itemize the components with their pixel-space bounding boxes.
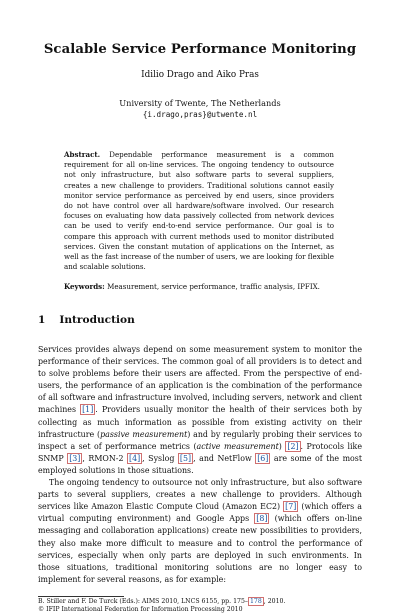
footer-text: B. Stiller and F. De Turck (Eds.): AIMS 2010, LNCS 6155, pp. 175– <box>38 598 248 605</box>
citation-link[interactable]: [4] <box>128 453 141 463</box>
text-run: are some of the most employed solutions in those situations. <box>38 453 363 475</box>
abstract <box>64 150 334 272</box>
text-run: ) and by regularly probing their services to inspect a set of performance metrics ( <box>38 429 362 451</box>
citation-link[interactable]: [2] <box>287 441 299 451</box>
text-run: . Protocols like SNMP <box>38 441 362 463</box>
keywords-text: Measurement, service performance, traffic analysis, IPFIX. <box>107 282 320 291</box>
author-email: {i.drago,pras}@utwente.nl <box>142 110 258 119</box>
affiliation: University of Twente, The Netherlands <box>119 98 281 108</box>
citation-footer <box>38 598 368 606</box>
emphasis: passive measurement <box>100 429 188 439</box>
citation-link[interactable]: [3] <box>69 453 81 463</box>
text-run: , and NetFlow <box>193 453 256 463</box>
abstract-label: Abstract. <box>64 150 101 159</box>
text-run: (which offers a virtual computing environment) and Google Apps <box>38 502 362 524</box>
text-run: , Syslog <box>142 453 178 463</box>
paragraph-1 <box>38 344 362 477</box>
section-body <box>38 344 362 586</box>
text-run: , RMON-2 <box>82 453 127 463</box>
text-run: ) <box>278 441 286 451</box>
footer-text: , 2010. <box>263 598 286 605</box>
paper-authors: Idilio Drago and Aiko Pras <box>141 70 259 80</box>
citation-link[interactable]: [7] <box>285 502 297 512</box>
text-run: The ongoing tendency to outsource not only infrastructure, but also software parts to several suppliers, creates a new challenge to providers. Although services like Amazon Elastic Compute Cloud (Amazon EC2) <box>38 478 362 512</box>
text-run: (which offers on-line messaging and collaboration applications) create new possibilities to providers, they also make more difficult to measure and to control the performance of services, especially when only parts are deployed in such environments. In those situations, traditional monitoring solutions are no longer easy to implement for several reasons, as for example: <box>38 514 363 584</box>
emphasis: active measurement <box>196 441 279 451</box>
copyright-footer: © IFIP International Federation for Information Processing 2010 <box>38 606 243 614</box>
text-run: . Providers usually monitor the health of their services both by collecting as much information as possible from existing activity on their infrastructure ( <box>38 405 362 439</box>
citation-link[interactable]: [8] <box>256 514 268 524</box>
paper-title: Scalable Service Performance Monitoring <box>43 42 357 57</box>
section-title: Introduction <box>59 314 135 326</box>
abstract-text: Dependable performance measurement is a common requirement for all on-line services. The ongoing tendency to outsource not only infrastructure, but also software parts to several suppliers, creates a new challenge to providers. Traditional solutions cannot easily monitor service performance as perceived by end users, since providers do not have control over all hardware/software involved. Our research focuses on evaluating how data passively collected from network devices can be used to verify end-to-end service performance. Our goal is to compare this approach with current methods used to monitor distributed services. Given the constant mutation of applications on the Internet, as well as the fast increase of the number of users, we are looking for flexible and scalable solutions. <box>64 150 334 272</box>
paragraph-2 <box>38 477 362 586</box>
page-range-link[interactable]: 178 <box>249 598 262 605</box>
keywords-label: Keywords: <box>64 282 105 291</box>
section-number: 1 <box>38 314 46 326</box>
text-run: Services provides always depend on some measurement system to monitor the performance of their services. The common goal of all providers is to detect and to solve problems before their users are affected. From the perspective of end-users, the performance of an application is the combination of the performance of all software and infrastructure involved, including servers, network and client machines <box>38 345 362 415</box>
citation-link[interactable]: [5] <box>179 453 192 463</box>
page-footer <box>38 598 368 614</box>
section-heading <box>38 314 135 326</box>
keywords <box>64 282 344 292</box>
affiliation-block <box>0 97 400 121</box>
citation-link[interactable]: [6] <box>257 453 269 463</box>
footnote-rule <box>38 596 124 597</box>
citation-link[interactable]: [1] <box>82 405 94 415</box>
